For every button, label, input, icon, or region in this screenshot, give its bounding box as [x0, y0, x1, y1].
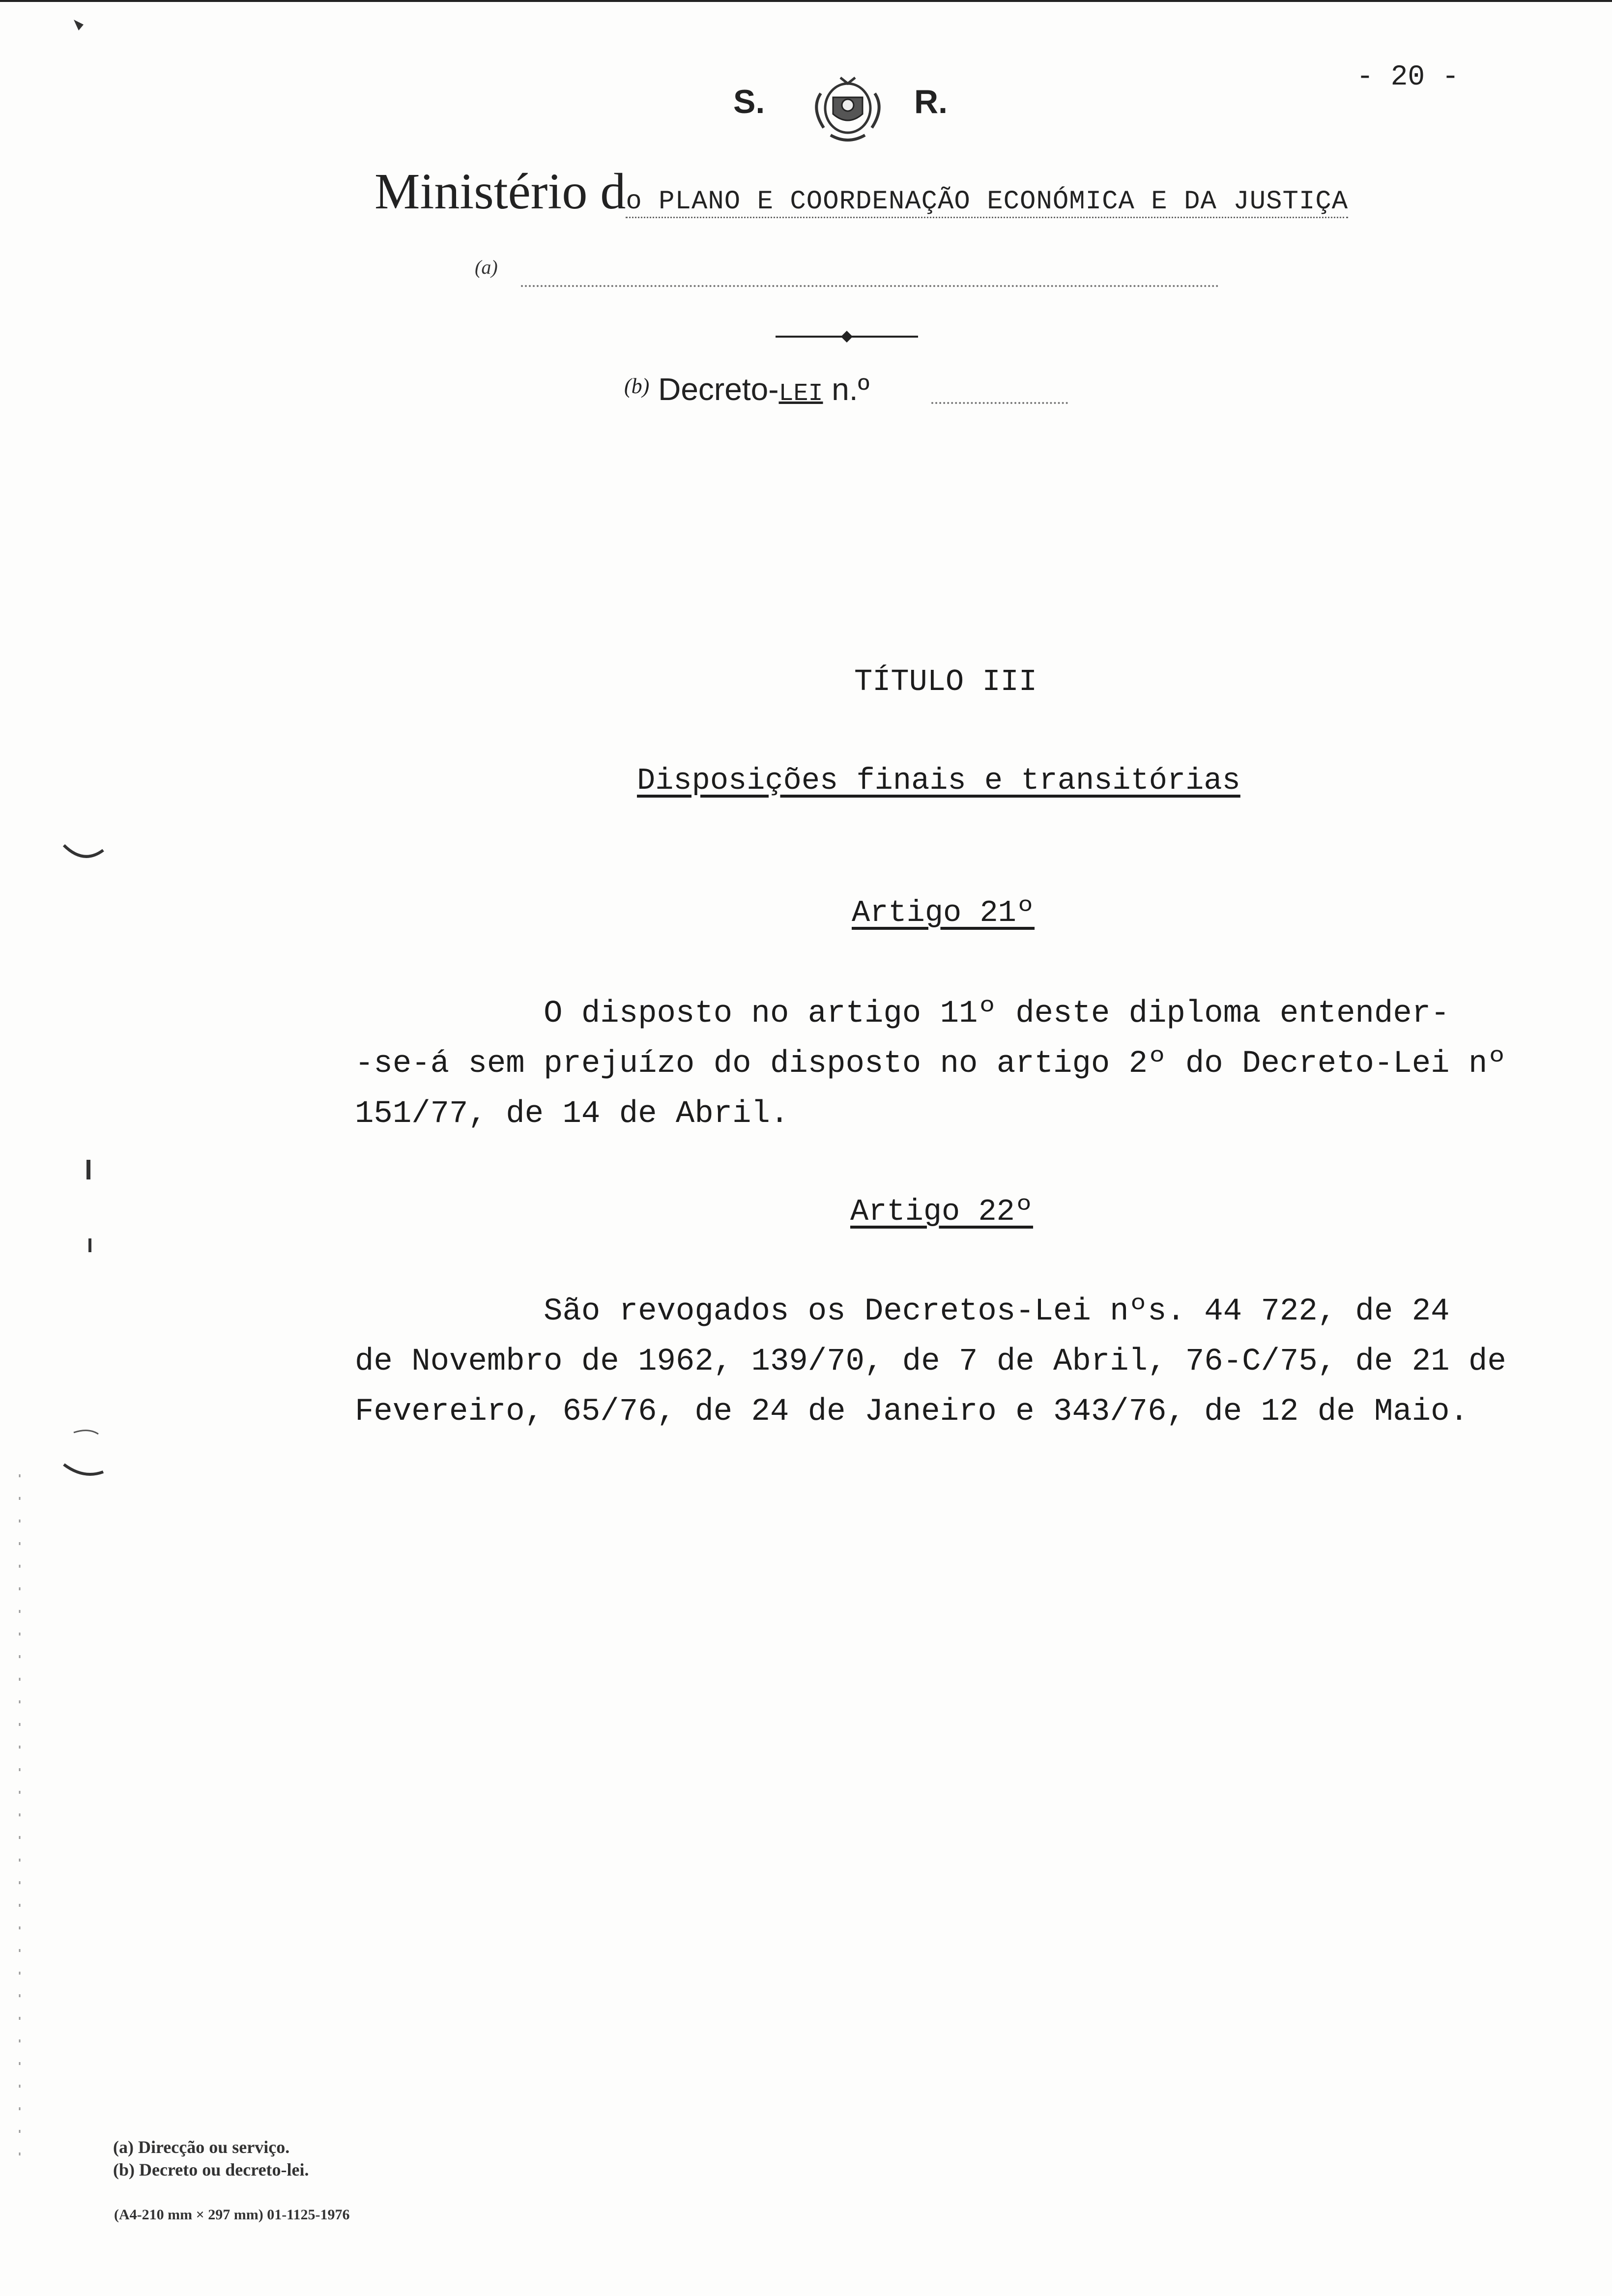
decree-lei: LEI — [778, 380, 823, 408]
article-22-heading: Artigo 22º — [850, 1194, 1034, 1229]
page-number: - 20 - — [1356, 61, 1459, 93]
article-21-line: O disposto no artigo 11º deste diploma entender- — [355, 996, 1450, 1032]
decree-number-dotted-line — [931, 402, 1068, 404]
decree-label: Decreto- — [658, 372, 779, 407]
ministry-prefix: Ministério d — [374, 163, 626, 220]
footnote-b: (b) Decreto ou decreto-lei. — [113, 2160, 309, 2180]
ministry-name: o PLANO E COORDENAÇÃO ECONÓMICA E DA JUSTIÇA — [626, 187, 1348, 218]
article-21-heading: Artigo 21º — [852, 895, 1035, 930]
footnotes — [113, 2136, 309, 2181]
coat-of-arms-seal-icon — [801, 74, 894, 143]
form-code: (A4-210 mm × 297 mm) 01-1125-1976 — [114, 2207, 350, 2223]
article-21-line: 151/77, de 14 de Abril. — [355, 1096, 789, 1132]
header-r: R. — [914, 83, 948, 120]
decree-b-label: (b) — [624, 374, 650, 398]
section-subtitle: Disposições finais e transitórias — [637, 763, 1240, 798]
decree-number-label: n.º — [823, 372, 870, 407]
scan-top-edge — [0, 0, 1612, 2]
ministry-line — [374, 162, 1348, 221]
article-22-text — [355, 1287, 1583, 1437]
field-a-label: (a) — [475, 256, 498, 278]
decree-line — [624, 371, 869, 408]
article-21-line: -se-á sem prejuízo do disposto no artigo 2º do Decreto-Lei nº — [355, 1046, 1506, 1082]
field-a-dotted-line — [521, 285, 1219, 287]
diamond-divider-icon — [776, 327, 918, 346]
margin-scan-marks — [0, 0, 147, 2296]
header-s: S. — [733, 83, 765, 120]
article-22-line: São revogados os Decretos-Lei nºs. 44 722, de 24 — [355, 1294, 1450, 1329]
footnote-a: (a) Direcção ou serviço. — [113, 2137, 290, 2157]
article-22-line: Fevereiro, 65/76, de 24 de Janeiro e 343/76, de 12 de Maio. — [355, 1394, 1468, 1430]
title-heading: TÍTULO III — [854, 664, 1037, 699]
republic-header — [727, 74, 973, 143]
article-21-text — [355, 989, 1583, 1139]
article-22-line: de Novembro de 1962, 139/70, de 7 de Abril, 76-C/75, de 21 de — [355, 1344, 1506, 1379]
